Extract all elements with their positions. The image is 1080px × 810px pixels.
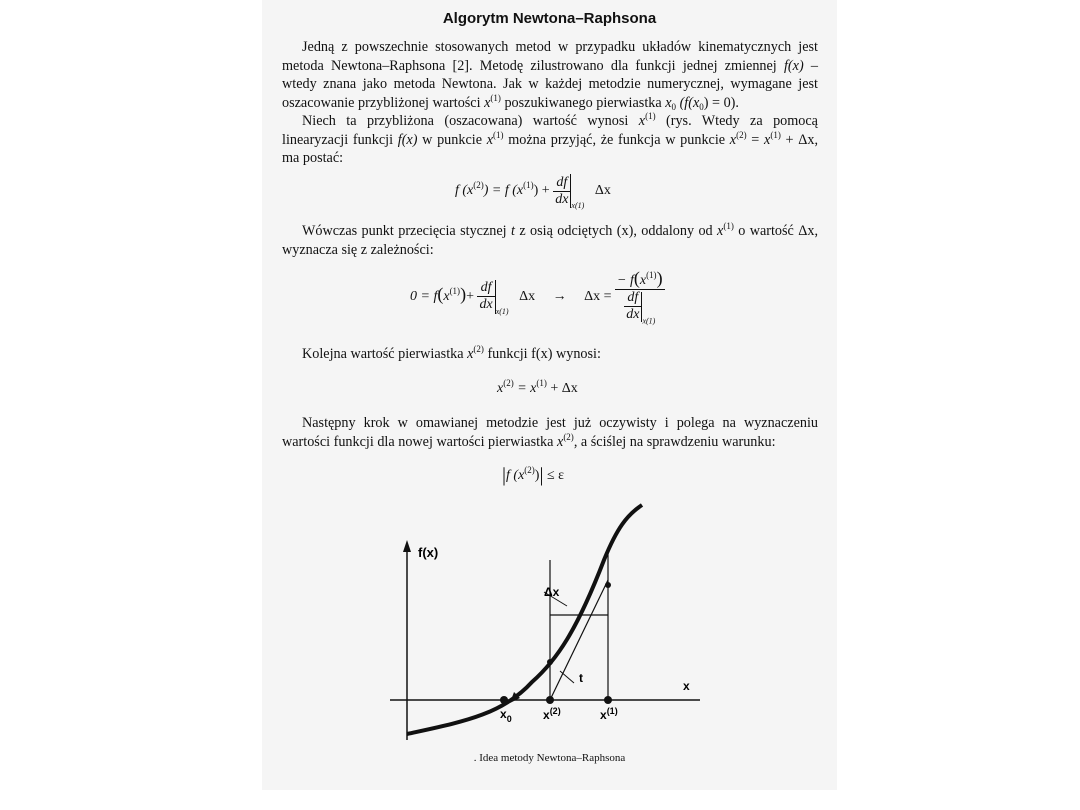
delta-label: Δx (544, 585, 560, 599)
paragraph-2: Wówczas punkt przecięcia stycznej t z osią odciętych (x), oddalony od $x^{(1)}$ o wartość Δx, wyznacza się z zależności: (282, 221, 818, 258)
paragraph-4: Następny krok w omawianej metodzie jest już oczywisty i polega na wyznaczeniu wartości funkcji dla nowej wartości pierwiastka $x^{(2)}$, a ściślej na sprawdzeniu warunku: (282, 415, 818, 450)
xaxis-label: x (683, 679, 690, 693)
paragraph-3: Kolejna wartość pierwiastka $x^{(2)}$ funkcji f(x) wynosi: (302, 344, 601, 362)
document-page (262, 0, 837, 790)
figure-caption: . Idea metody Newtona–Raphsona (473, 752, 626, 764)
x1-label: $x^{(1)}$ (600, 706, 618, 722)
formula-next-root: $x^{(2)} = x^{(1)} + \Delta x$ (497, 378, 578, 396)
newton-raphson-figure (262, 0, 837, 790)
x0-label: $x_0$ (500, 707, 512, 724)
paragraph-1: Jedną z powszechnie stosowanych metod w przypadku układów kinematycznych jest metoda Newtona–Raphsona [2]. Metodę zilustrowano dla funkcji jednej zmiennej f(x) – wtedy znana jako metoda Newtona. Jak w każdej metodzie numerycznej, wymagane jest oszacowanie przybliżonej wartości $x^{(1)}$ poszukiwanego pierwiastka $x_0$ $(f(x_0) = 0)$. Niech ta przybliżona (oszacowana) wartość wynosi $x^{(1)}$ (rys. Wtedy za pomocą linearyzacji funkcji f(x) w punkcie $x^{(1)}$ można przyjąć, że funkcja w punkcie $x^{(2)} = x^{(1)} + \Delta x$, ma postać: (282, 39, 819, 166)
yaxis-label: f(x) (418, 545, 439, 560)
section-title: Algorytm Newtona–Raphsona (442, 10, 657, 27)
formula-linearization: f $(x^{(2)}) = f$ $(x^{(1)})$ + $\frac{df}{dx}$ $_{x(1)}$ Δx (455, 174, 611, 211)
formula-delta-x: $0 = f(x^{(1)})+$ $\frac{df}{dx}$ $_{x(1)}$ Δx → Δx = − $f(x^{(1)})$ $\frac{df}{dx}$ $_{x(1)}$ (410, 268, 663, 326)
formula-stop-condition: |f $(x^{(2)})| \le \varepsilon$ (502, 464, 565, 486)
x2-label: $x^{(2)}$ (543, 706, 561, 722)
tangent-label: t (579, 671, 583, 685)
